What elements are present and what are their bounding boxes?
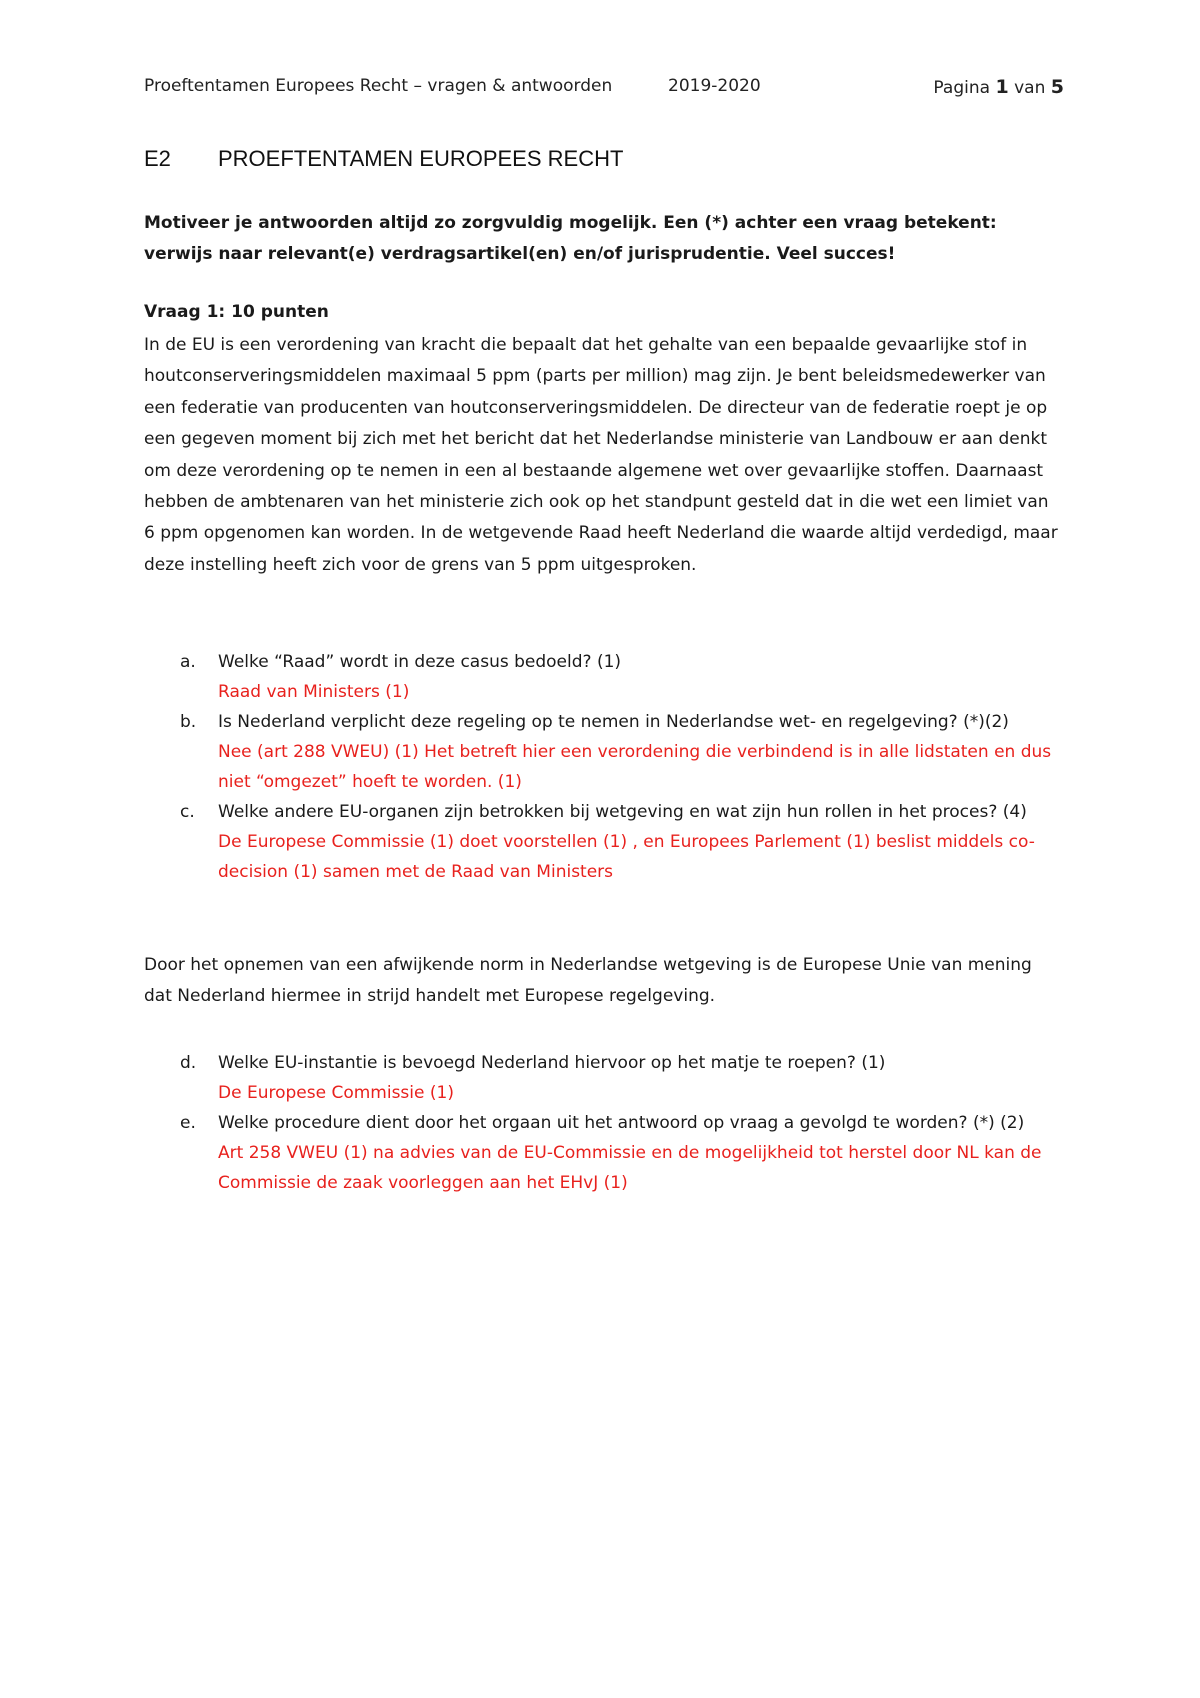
- page-total: 5: [1050, 76, 1064, 98]
- page-mid: van: [1014, 78, 1046, 98]
- item-answer: Art 258 VWEU (1) na advies van de EU-Commissie en de mogelijkheid tot herstel door NL kan de Commissie de zaak voorleggen aan het EHvJ (1): [218, 1143, 1042, 1193]
- list-item: [144, 1108, 1064, 1198]
- bridge-text: Door het opnemen van een afwijkende norm in Nederlandse wetgeving is de Europese Unie van mening dat Nederland hiermee in strijd handelt met Europese regelgeving.: [144, 955, 1032, 1006]
- list-item: [144, 647, 1064, 707]
- header-year: 2019-2020: [668, 76, 761, 96]
- item-question: Welke procedure dient door het orgaan uit het antwoord op vraag a gevolgd te worden? (*) (2): [218, 1113, 1025, 1133]
- case-text: In de EU is een verordening van kracht die bepaalt dat het gehalte van een bepaalde gevaarlijke stof in houtconserveringsmiddelen maximaal 5 ppm (parts per million) mag zijn. Je bent beleidsmedewerker van een federatie van producenten van houtconserveringsmiddelen. De directeur van de federatie roept je op een gegeven moment bij zich met het bericht dat het Nederlandse ministerie van Landbouw er aan denkt om deze verordening op te nemen in een al bestaande algemene wet over gevaarlijke stoffen. Daarnaast hebben de ambtenaren van het ministerie zich ook op het standpunt gesteld dat in die wet een limiet van 6 ppm opgenomen kan worden. In de wetgevende Raad heeft Nederland die waarde altijd verdedigd, maar deze instelling heeft zich voor de grens van 5 ppm uitgesproken.: [144, 335, 1058, 575]
- header-doc-title: Proeftentamen Europees Recht – vragen & antwoorden: [144, 76, 613, 96]
- item-letter: b.: [180, 712, 197, 732]
- item-letter: a.: [180, 652, 196, 672]
- question-list-1: [144, 647, 1064, 887]
- item-answer: Raad van Ministers (1): [218, 682, 410, 702]
- page-header: [144, 76, 1064, 104]
- question-list-2: [144, 1048, 1064, 1198]
- item-question: Welke andere EU-organen zijn betrokken bij wetgeving en wat zijn hun rollen in het proces? (4): [218, 802, 1027, 822]
- item-letter: c.: [180, 802, 195, 822]
- item-question: Is Nederland verplicht deze regeling op te nemen in Nederlandse wet- en regelgeving? (*)(2): [218, 712, 1009, 732]
- question-heading: Vraag 1: 10 punten: [144, 302, 329, 322]
- item-letter: e.: [180, 1113, 196, 1133]
- item-answer: Nee (art 288 VWEU) (1) Het betreft hier een verordening die verbindend is in alle lidstaten en dus niet “omgezet” hoeft te worden. (1): [218, 742, 1052, 792]
- title-code: E2: [144, 146, 171, 171]
- item-question: Welke “Raad” wordt in deze casus bedoeld? (1): [218, 652, 622, 672]
- list-item: [144, 1048, 1064, 1108]
- header-page-number: [933, 76, 1064, 98]
- list-item: [144, 707, 1064, 797]
- document-title: [144, 146, 623, 172]
- page-current: 1: [995, 76, 1009, 98]
- item-answer: De Europese Commissie (1): [218, 1083, 454, 1103]
- item-answer: De Europese Commissie (1) doet voorstellen (1) , en Europees Parlement (1) beslist middels co-decision (1) samen met de Raad van Ministers: [218, 832, 1035, 882]
- list-item: [144, 797, 1064, 887]
- item-letter: d.: [180, 1053, 197, 1073]
- instructions: Motiveer je antwoorden altijd zo zorgvuldig mogelijk. Een (*) achter een vraag betekent: verwijs naar relevant(e) verdragsartikel(en) en/of jurisprudentie. Veel succes!: [144, 213, 997, 264]
- title-text: PROEFTENTAMEN EUROPEES RECHT: [218, 146, 624, 171]
- page-prefix: Pagina: [933, 78, 991, 98]
- item-question: Welke EU-instantie is bevoegd Nederland hiervoor op het matje te roepen? (1): [218, 1053, 886, 1073]
